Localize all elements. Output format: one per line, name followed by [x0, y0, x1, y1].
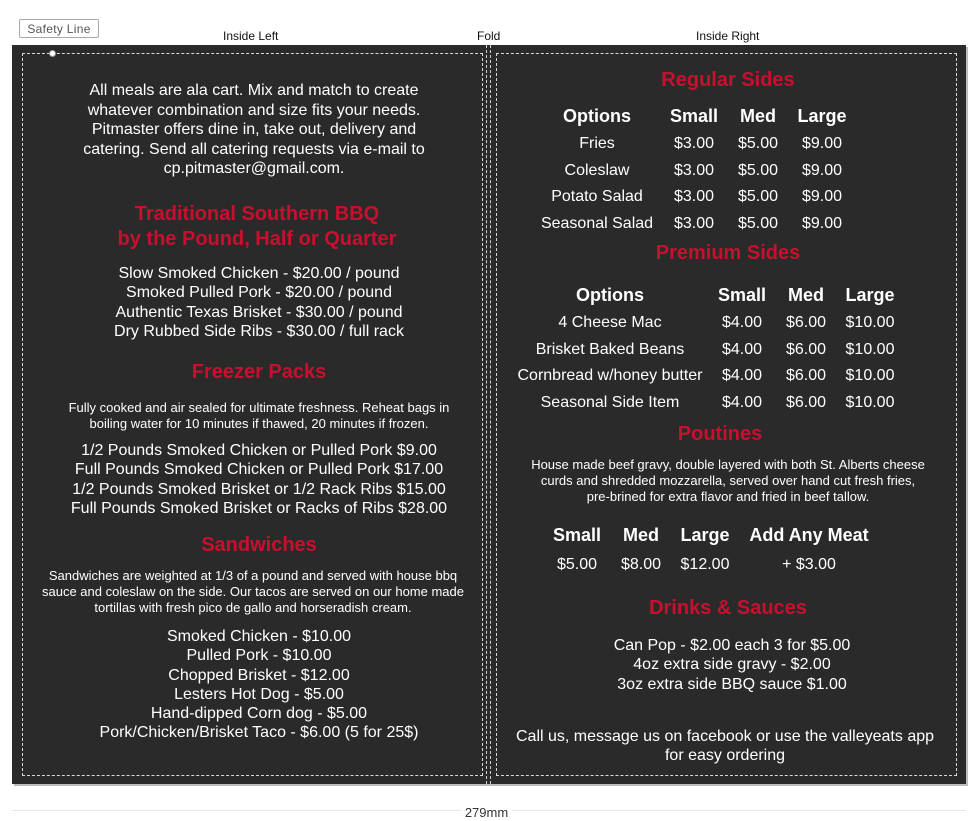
table-cell: Fries	[579, 135, 615, 153]
table-row	[510, 363, 902, 390]
width-value: 279mm	[461, 805, 512, 820]
poutines-description: House made beef gravy, double layered with both St. Alberts cheese curds and shredded mozzarella, served over hand cut fresh fries, pre-brined for extra flavor and fried in beef tallow.	[531, 457, 925, 505]
list-item: Slow Smoked Chicken - $20.00 / pound	[118, 265, 400, 282]
sandwiches-description: Sandwiches are weighted at 1/3 of a pound and served with house bbq sauce and coleslaw on the side. Our tacos are served on our home made tortillas with fresh pico de gallo and horseradish cream.	[41, 568, 465, 616]
table-cell: $6.00	[785, 314, 827, 332]
fold-label: Fold	[477, 29, 501, 43]
list-item: Pork/Chicken/Brisket Taco - $6.00 (5 for 25$)	[99, 724, 419, 742]
table-cell: $3.00	[673, 214, 715, 232]
table-row	[532, 211, 854, 238]
table-cell: Brisket Baked Beans	[535, 340, 685, 358]
premium-sides-heading: Premium Sides	[655, 242, 801, 264]
list-item: Full Pounds Smoked Brisket or Racks of Ribs $28.00	[70, 499, 448, 517]
freezer-list	[24, 441, 494, 518]
list-item: Can Pop - $2.00 each 3 for $5.00	[613, 637, 851, 654]
table-cell: $5.00	[737, 188, 779, 206]
drinks-list	[498, 636, 966, 694]
table-cell: $3.00	[673, 161, 715, 179]
list-item: 1/2 Pounds Smoked Brisket or 1/2 Rack Ribs $15.00	[72, 480, 446, 498]
column-header: Add Any Meat	[749, 525, 869, 545]
table-row	[510, 337, 902, 364]
list-item: Pulled Pork - $10.00	[186, 647, 332, 665]
freezer-description: Fully cooked and air sealed for ultimate freshness. Reheat bags in boiling water for 10 minutes if thawed, 20 minutes if frozen.	[68, 400, 450, 432]
column-header: Med	[788, 285, 824, 305]
drinks-heading: Drinks & Sauces	[649, 597, 807, 619]
table-cell: Seasonal Salad	[540, 214, 654, 232]
table-row	[510, 390, 902, 417]
table-cell: $4.00	[721, 314, 763, 332]
table-cell: $9.00	[801, 135, 843, 153]
table-header-row	[546, 521, 882, 550]
bbq-heading	[20, 202, 494, 252]
list-item: Smoked Chicken - $10.00	[166, 628, 352, 645]
width-label	[0, 805, 973, 820]
table-cell: Seasonal Side Item	[540, 393, 680, 411]
table-cell: $9.00	[801, 188, 843, 206]
ordering-footer: Call us, message us on facebook or use the valleyeats app for easy ordering	[515, 728, 935, 765]
table-row	[546, 550, 882, 580]
list-item: Lesters Hot Dog - $5.00	[174, 685, 344, 703]
table-cell: 4 Cheese Mac	[558, 314, 662, 332]
table-cell: $5.00	[737, 214, 779, 232]
table-cell: $3.00	[673, 188, 715, 206]
table-cell: $10.00	[845, 393, 895, 411]
table-cell: $6.00	[785, 367, 827, 385]
column-header: Options	[563, 106, 631, 126]
table-cell: $5.00	[737, 161, 779, 179]
table-cell: $10.00	[845, 340, 895, 358]
table-row	[532, 184, 854, 211]
regular-sides-table	[532, 102, 854, 237]
list-item: Authentic Texas Brisket - $30.00 / pound	[115, 303, 403, 321]
list-item: Dry Rubbed Side Ribs - $30.00 / full rack	[114, 322, 404, 340]
column-header: Small	[552, 525, 602, 545]
regular-sides-heading: Regular Sides	[661, 69, 795, 91]
column-header: Options	[576, 285, 644, 305]
table-cell: Potato Salad	[551, 188, 643, 206]
inside-left-panel	[24, 45, 494, 784]
table-header-row	[532, 102, 854, 131]
table-cell: $4.00	[721, 340, 763, 358]
list-item: Smoked Pulled Pork - $20.00 / pound	[126, 284, 392, 302]
intro-text: All meals are ala cart. Mix and match to create whatever combination and size fits your needs. Pitmaster offers dine in, take out, delivery and catering. Send all catering requests via e-mail to cp.pitmaster@gmail.com.	[83, 82, 425, 177]
table-cell: $10.00	[845, 314, 895, 332]
table-row	[532, 131, 854, 158]
table-cell: $6.00	[785, 340, 827, 358]
table-cell: Cornbread w/honey butter	[517, 367, 703, 385]
table-cell: $6.00	[785, 393, 827, 411]
list-item: 4oz extra side gravy - $2.00	[633, 656, 831, 674]
table-cell: $3.00	[673, 135, 715, 153]
list-item: Hand-dipped Corn dog - $5.00	[150, 705, 368, 723]
table-cell: $12.00	[680, 556, 730, 573]
column-header: Small	[669, 106, 719, 126]
freezer-heading: Freezer Packs	[191, 361, 327, 383]
table-cell: + $3.00	[782, 556, 836, 573]
column-header: Med	[740, 106, 776, 126]
column-header: Med	[623, 525, 659, 545]
sandwiches-list	[24, 627, 494, 743]
column-header: Large	[797, 106, 847, 126]
list-item: 3oz extra side BBQ sauce $1.00	[617, 675, 847, 693]
table-row	[510, 310, 902, 337]
list-item: Chopped Brisket - $12.00	[168, 666, 350, 684]
table-cell: $9.00	[801, 161, 843, 179]
poutines-heading: Poutines	[677, 423, 763, 445]
bbq-heading-line-1: Traditional Southern BBQ	[134, 203, 380, 225]
bbq-list	[24, 264, 494, 341]
premium-sides-table	[510, 281, 902, 416]
column-header: Large	[845, 285, 895, 305]
inside-right-panel	[490, 45, 966, 784]
table-cell: $4.00	[721, 367, 763, 385]
column-header: Small	[717, 285, 767, 305]
table-cell: Coleslaw	[564, 161, 630, 179]
inside-left-label: Inside Left	[223, 29, 279, 43]
sandwiches-heading: Sandwiches	[201, 534, 317, 556]
table-cell: $9.00	[801, 214, 843, 232]
table-cell: $10.00	[845, 367, 895, 385]
list-item: 1/2 Pounds Smoked Chicken or Pulled Pork $9.00	[81, 442, 437, 459]
table-row	[532, 158, 854, 185]
table-cell: $5.00	[556, 556, 598, 573]
list-item: Full Pounds Smoked Chicken or Pulled Pork $17.00	[74, 461, 444, 479]
safety-line-toggle[interactable]: Safety Line	[19, 19, 99, 38]
bbq-heading-line-2: by the Pound, Half or Quarter	[117, 228, 397, 250]
inside-right-label: Inside Right	[696, 29, 760, 43]
column-header: Large	[680, 525, 730, 545]
poutines-table	[546, 521, 882, 580]
table-header-row	[510, 281, 902, 310]
table-cell: $8.00	[620, 556, 662, 573]
table-cell: $4.00	[721, 393, 763, 411]
table-cell: $5.00	[737, 135, 779, 153]
